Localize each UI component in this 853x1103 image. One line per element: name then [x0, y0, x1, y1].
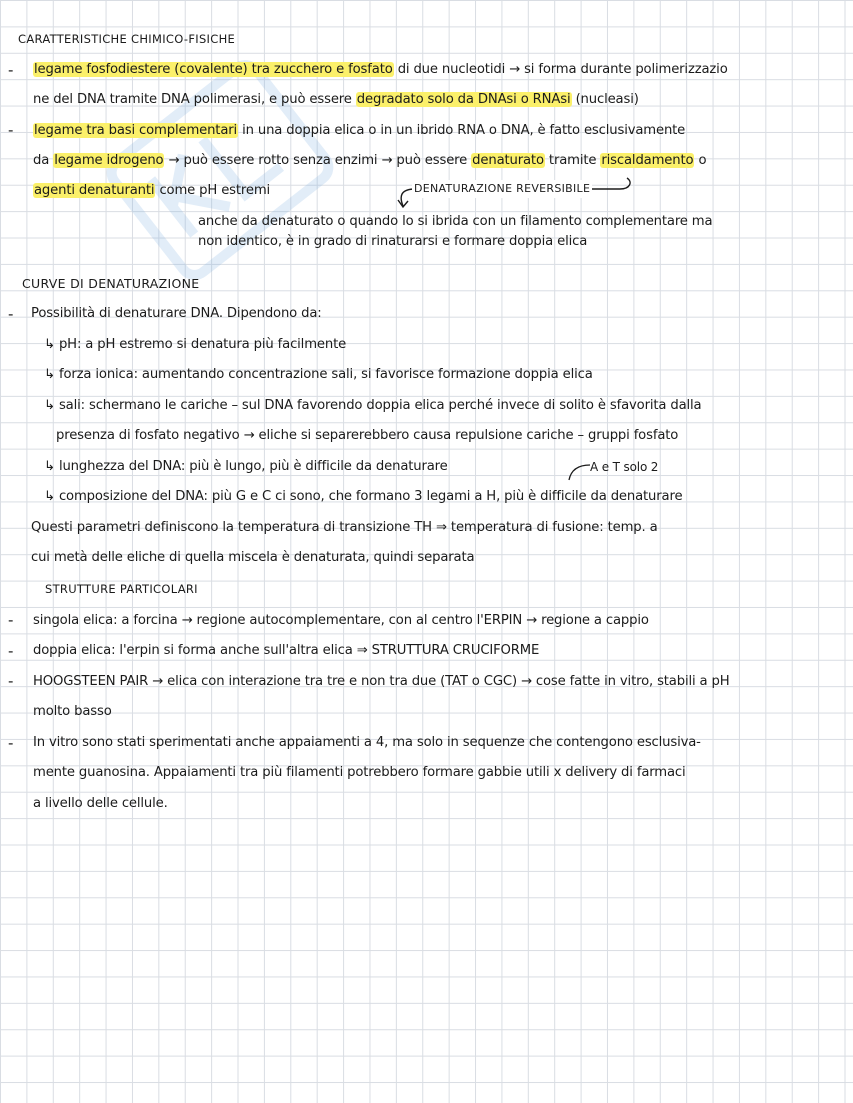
- text-span: forza ionica: aumentando concentrazione sali, si favorisce formazione doppia elica: [58, 367, 593, 382]
- arrow-hook-icon: ↳: [44, 367, 55, 382]
- section-title-characteristics: CARATTERISTICHE CHIMICO-FISICHE: [18, 32, 236, 46]
- text-line: Possibilità di denaturare DNA. Dipendono da:: [31, 306, 322, 321]
- section-title-curves: CURVE DI DENATURAZIONE: [22, 276, 200, 291]
- text-line: [33, 122, 685, 140]
- text-line: [33, 182, 270, 200]
- bullet-dash: -: [8, 734, 14, 752]
- arrow-hook-icon: ↳: [44, 337, 55, 352]
- curved-arrow-icon: [566, 462, 592, 482]
- text-line: HOOGSTEEN PAIR → elica con interazione tra tre e non tra due (TAT o CGC) → cose fatte in vitro, stabili a pH: [33, 674, 730, 689]
- bullet-dash: -: [8, 611, 14, 629]
- text-span: in una doppia elica o in un ibrido RNA o DNA, è fatto esclusivamente: [242, 123, 686, 138]
- text-line: mente guanosina. Appaiamenti tra più filamenti potrebbero formare gabbie utili x delivery di farmaci: [33, 765, 686, 780]
- bullet-dash: -: [8, 61, 14, 79]
- text-line: [33, 61, 728, 79]
- paragraph-line: Questi parametri definiscono la temperatura di transizione TH ⇒ temperatura di fusione: temp. a: [31, 520, 658, 535]
- text-span: (nucleasi): [575, 92, 639, 107]
- text-span: o: [698, 153, 707, 168]
- paragraph-line: cui metà delle eliche di quella miscela è denaturata, quindi separata: [31, 550, 475, 565]
- text-span: ne del DNA tramite DNA polimerasi, e può essere: [33, 92, 352, 107]
- text-span: composizione del DNA: più G e C ci sono, che formano 3 legami a H, più è difficile da denaturare: [58, 489, 683, 504]
- text-line: molto basso: [33, 704, 112, 719]
- highlighted-text: agenti denaturanti: [34, 183, 155, 198]
- text-line: [33, 152, 706, 170]
- text-span: di due nucleotidi → si forma durante polimerizzazio: [397, 62, 728, 77]
- highlighted-text: legame idrogeno: [54, 153, 164, 168]
- watermark-logo: [70, 40, 370, 300]
- text-span: tramite: [548, 153, 597, 168]
- arrow-hook-icon: ↳: [44, 459, 55, 474]
- arrow-hook-icon: ↳: [44, 489, 55, 504]
- arrow-hook-icon: ↳: [44, 398, 55, 413]
- bullet-dash: -: [8, 642, 14, 660]
- text-line: In vitro sono stati sperimentati anche appaiamenti a 4, ma solo in sequenze che contengono esclusiva-: [33, 735, 701, 750]
- text-span: pH: a pH estremo si denatura più facilmente: [58, 337, 347, 352]
- bullet-dash: -: [8, 121, 14, 139]
- highlighted-text: legame fosfodiestere (covalente) tra zucchero e fosfato: [34, 62, 393, 77]
- side-note: A e T solo 2: [590, 460, 659, 474]
- text-span: da: [33, 153, 50, 168]
- note-text: anche da denaturato o quando lo si ibrida con un filamento complementare ma: [198, 214, 713, 229]
- text-span: come pH estremi: [159, 183, 271, 198]
- bullet-dash: -: [8, 305, 14, 323]
- note-text: non identico, è in grado di rinaturarsi e formare doppia elica: [198, 234, 588, 249]
- highlighted-text: riscaldamento: [601, 153, 694, 168]
- highlighted-text: denaturato: [472, 153, 544, 168]
- text-span: → può essere rotto senza enzimi → può essere: [168, 153, 468, 168]
- list-item: [44, 458, 448, 476]
- list-item: [44, 336, 346, 354]
- section-title-structures: STRUTTURE PARTICOLARI: [45, 582, 198, 596]
- list-item: [44, 366, 593, 384]
- text-span: sali: schermano le cariche – sul DNA favorendo doppia elica perché invece di solito è sfavorita dalla: [58, 398, 702, 413]
- text-line: presenza di fosfato negativo → eliche si separerebbero causa repulsione cariche – gruppi fosfato: [56, 428, 679, 443]
- text-line: doppia elica: l'erpin si forma anche sull'altra elica ⇒ STRUTTURA CRUCIFORME: [33, 643, 540, 658]
- text-line: [33, 91, 639, 109]
- note-label: DENATURAZIONE REVERSIBILE: [412, 180, 592, 198]
- highlighted-text: legame tra basi complementari: [34, 123, 238, 138]
- list-item: [44, 397, 701, 415]
- text-span: lunghezza del DNA: più è lungo, più è difficile da denaturare: [58, 459, 448, 474]
- list-item: [44, 488, 682, 506]
- bullet-dash: -: [8, 672, 14, 690]
- text-line: a livello delle cellule.: [33, 796, 168, 811]
- text-line: singola elica: a forcina → regione autocomplementare, con al centro l'ERPIN → regione a cappio: [33, 613, 649, 628]
- highlighted-text: degradato solo da DNAsi o RNAsi: [356, 92, 571, 107]
